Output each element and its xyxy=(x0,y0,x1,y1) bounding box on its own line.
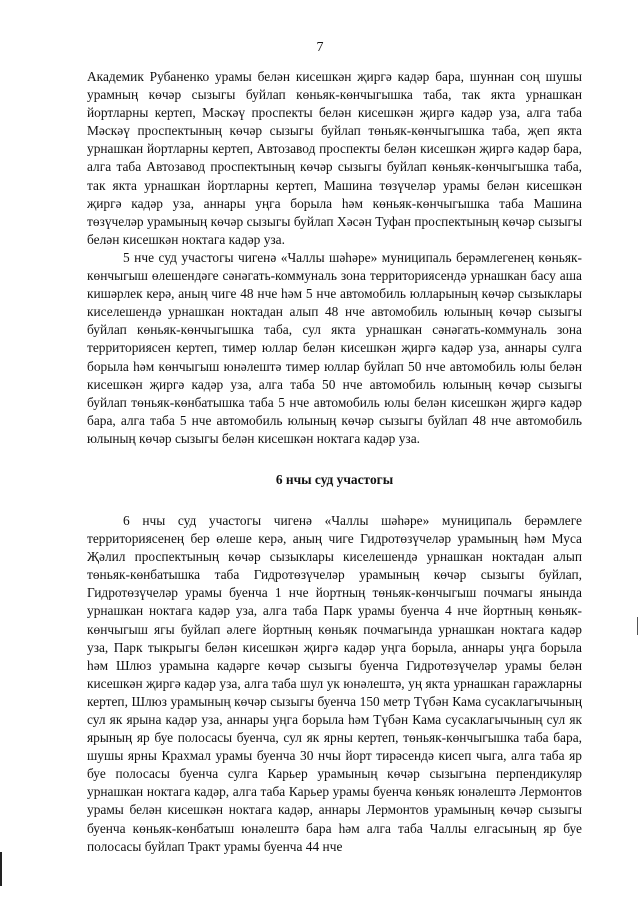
page-number: 7 xyxy=(316,40,324,55)
section-heading: 6 нчы суд участогы xyxy=(275,471,394,487)
margin-mark xyxy=(637,617,638,635)
document-body xyxy=(87,68,582,856)
paragraph-3: 6 нчы суд участогы чигенә «Чаллы шәһәре» муниципаль берәмлеге территориясенең бер өлеше керә, аның чиге Гидротөзүчеләр урамының һәм Муса Җәлил проспектының көчәр сызыклары киселешендә урнашкан ноктадан алып төньяк-көнбатышка таба Гидротөзүчеләр урамының көчәр сызыгы буйлап, Гидротөзүчеләр урамы буенча 1 нче йортның төньяк-көнчыгыш почмагы янында урнашкан ноктага кадәр уза, алга таба Парк урамы буенча 4 нче йортның көньяк-көнчыгыш ягы буйлап әлеге йортның көньяк почмагында урнашкан ноктага кадәр уза, Парк тыкрыгы белән кисешкән җиргә кадәр уңга борыла, аннары уңга борыла һәм Шлюз урамына кадәрге көчәр сызыгы буенча Гидротөзүчеләр урамы белән кисешкән җиргә кадәр уза, алга таба шул ук юнәлештә, уң якта урнашкан гаражларны кертеп, Шлюз урамының көчәр сызыгы буенча 150 метр Түбән Кама сусаклагычының сул як ярына кадәр уза, аннары уңга борыла һәм Түбән Кама сусаклагычының сул як ярының яр буе полосасы буенча, сул як ярны кертеп, төньяк-көнчыгышка таба бара, шушы ярны Крахмал урамы буенча 30 нчы йорт тирәсендә кисеп чыга, алга таба яр буе полосасы буенча сулга Карьер урамының көчәр сызыгына перпендикуляр урнашкан ноктага кадәр, алга таба Карьер урамы буенча көньяк юнәлештә Лермонтов урамы белән кисешкән ноктага кадәр, аннары Лермонтов урамының көчәр сызыгы буенча көньяк-көнбатыш юнәлештә бара һәм алга таба Чаллы елгасының яр буе полосасы буйлап Тракт урамы буенча 44 нче xyxy=(87,512,582,854)
paragraph-1: Академик Рубаненко урамы белән кисешкән җиргә кадәр бара, шуннан соң шушы урамның көчәр сызыгы буйлап көньяк-көнчыгышка таба, так якта урнашкан йортларны кертеп, Мәскәү проспекты белән кисешкән җиргә кадәр уза, алга таба Мәскәү проспектының көчәр сызыгы буйлап төньяк-көнчыгышка таба, җеп якта урнашкан йортларны кертеп, Автозавод проспекты белән кисешкән җиргә кадәр бара, алга таба Автозавод проспектының көчәр сызыгы буйлап көньяк-көнчыгышка таба, так якта урнашкан йортларны кертеп, Машина төзүчеләр урамы белән кисешкән җиргә кадәр уза, аннары уңга борыла һәм көньяк-көнчыгышка таба Машина төзүчеләр урамының көчәр сызыгы буйлап Хәсән Туфан проспектының көчәр сызыгы белән кисешкән ноктага кадәр уза. xyxy=(87,69,582,247)
paragraph-2: 5 нче суд участогы чигенә «Чаллы шәһәре» муниципаль берәмлегенең көньяк-көнчыгыш өлешендәге сәнәгать-коммуналь зона территориясендә урнашкан басу аша кишәрлек керә, аның чиге 48 нче һәм 5 нче автомобиль юлларының көчәр сызыклары киселешендә урнашкан ноктадан алып 48 нче автомобиль юлының көчәр сызыгы буйлап көньяк-көнчыгышка таба, сул якта урнашкан сәнәгать-коммуналь зона территориясен кертеп, тимер юллар белән кисешкән җиргә кадәр уза, аннары сулга борыла һәм көнчыгыш юнәлештә тимер юллар буйлап 50 нче автомобиль юлы белән кисешкән җиргә кадәр уза, алга таба 50 нче автомобиль юлының көчәр сызыгы буйлап төньяк-көнбатышка таба 5 нче автомобиль юлы белән кисешкән җиргә кадәр бара, алга таба 5 нче автомобиль юлының көчәр сызыгы буйлап 48 нче автомобиль юлының көчәр сызыгы белән кисешкән ноктага кадәр уза. xyxy=(87,249,582,446)
binding-mark xyxy=(0,852,2,886)
